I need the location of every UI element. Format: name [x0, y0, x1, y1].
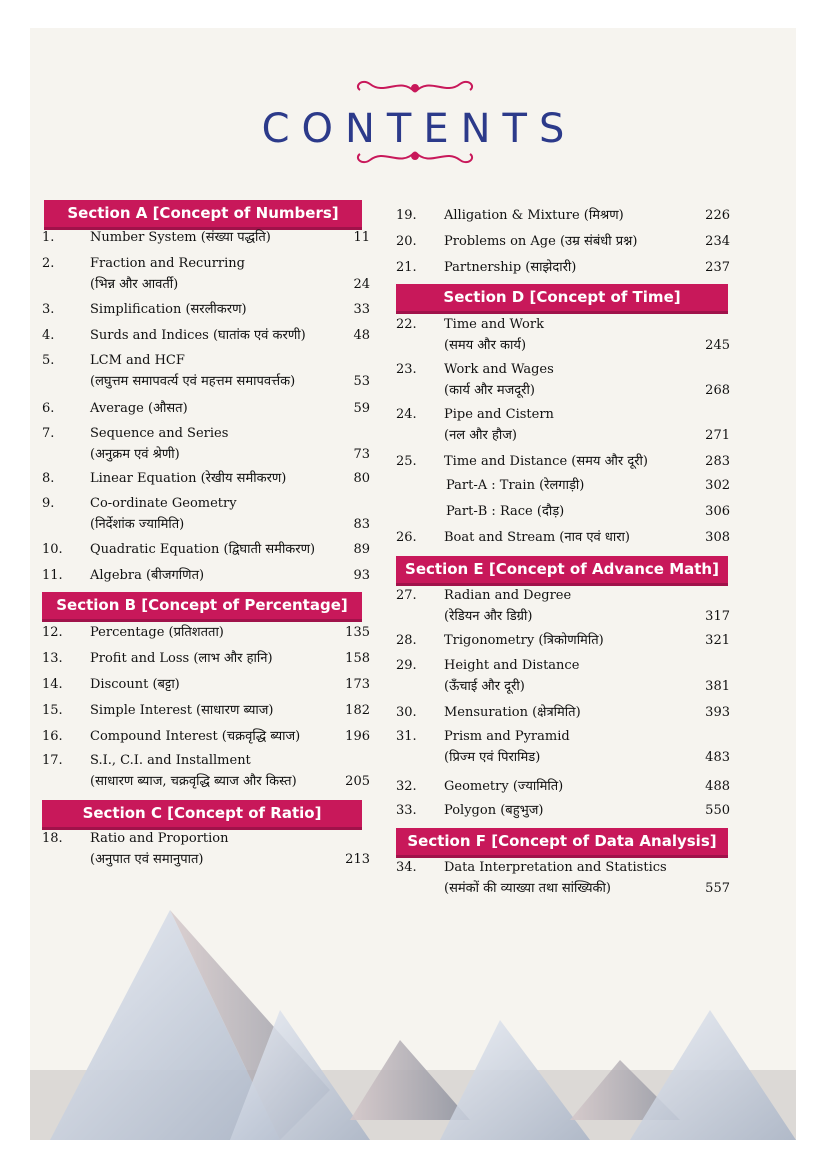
toc-entry[interactable] [42, 299, 372, 320]
toc-entry-title: Time and Work [444, 317, 544, 332]
toc-entry-title: Part-A : Train (रेलगाड़ी) [446, 478, 585, 493]
toc-entry-page: 317 [705, 609, 730, 624]
toc-entry-number: 28. [396, 633, 417, 648]
toc-entry-number: 29. [396, 658, 417, 673]
toc-entry[interactable] [42, 227, 372, 248]
toc-entry-title: Boat and Stream (नाव एवं धारा) [444, 530, 630, 545]
toc-entry-title: Alligation & Mixture (मिश्रण) [444, 208, 624, 223]
toc-entry-page: 24 [353, 277, 370, 292]
section-header-b: Section B [Concept of Percentage] [42, 592, 362, 622]
toc-entry[interactable] [42, 423, 372, 465]
toc-entry-number: 33. [396, 803, 417, 818]
toc-entry-number: 9. [42, 496, 55, 511]
toc-entry[interactable] [396, 451, 736, 472]
toc-entry-page: 182 [345, 703, 370, 718]
toc-entry-title: Surds and Indices (घातांक एवं करणी) [90, 328, 306, 343]
toc-entry-number: 22. [396, 317, 417, 332]
toc-entry-title: Data Interpretation and Statistics [444, 860, 667, 875]
toc-entry-number: 12. [42, 625, 63, 640]
toc-entry-number: 24. [396, 407, 417, 422]
toc-entry-number: 8. [42, 471, 55, 486]
toc-entry-title: S.I., C.I. and Installment [90, 753, 251, 768]
toc-entry-title: Time and Distance (समय और दूरी) [444, 454, 648, 469]
toc-entry-number: 14. [42, 677, 63, 692]
toc-entry-page: 80 [353, 471, 370, 486]
toc-entry-number: 21. [396, 260, 417, 275]
toc-entry-title: Trigonometry (त्रिकोणमिति) [444, 633, 604, 648]
toc-entry-number: 18. [42, 831, 63, 846]
toc-entry[interactable] [42, 325, 372, 346]
toc-entry-page: 135 [345, 625, 370, 640]
toc-entry-number: 23. [396, 362, 417, 377]
toc-entry-title: Pipe and Cistern [444, 407, 554, 422]
toc-entry-page: 393 [705, 705, 730, 720]
toc-entry-page: 483 [705, 750, 730, 765]
toc-entry[interactable] [42, 648, 372, 669]
toc-entry[interactable] [396, 314, 736, 356]
toc-entry[interactable] [42, 674, 372, 695]
contents-page [30, 28, 796, 1140]
toc-entry[interactable] [396, 475, 736, 496]
toc-entry-number: 5. [42, 353, 55, 368]
toc-entry-page: 196 [345, 729, 370, 744]
toc-entry-page: 158 [345, 651, 370, 666]
toc-entry-hindi: (अनुपात एवं समानुपात) [90, 852, 204, 867]
page-title: CONTENTS [261, 106, 577, 152]
toc-entry-title: Algebra (बीजगणित) [90, 568, 205, 583]
toc-entry-number: 25. [396, 454, 417, 469]
toc-entry-title: Linear Equation (रेखीय समीकरण) [90, 471, 287, 486]
toc-entry-title: Quadratic Equation (द्विघाती समीकरण) [90, 542, 316, 557]
toc-entry-page: 234 [705, 234, 730, 249]
toc-entry-hindi: (साधारण ब्याज, चक्रवृद्धि ब्याज और किस्त) [90, 774, 297, 789]
toc-entry[interactable] [42, 253, 372, 295]
toc-entry-title: Discount (बट्टा) [90, 677, 180, 692]
toc-entry-title: Percentage (प्रतिशतता) [90, 625, 224, 640]
toc-entry-page: 83 [353, 517, 370, 532]
toc-entry-number: 4. [42, 328, 55, 343]
toc-entry-page: 59 [353, 401, 370, 416]
toc-entry-number: 6. [42, 401, 55, 416]
toc-entry-title: Work and Wages [444, 362, 554, 377]
scroll-ornament-icon [340, 146, 490, 172]
toc-entry-title: Part-B : Race (दौड़) [446, 504, 565, 519]
toc-entry-title: Radian and Degree [444, 588, 572, 603]
toc-entry[interactable] [42, 828, 372, 870]
toc-entry-number: 30. [396, 705, 417, 720]
toc-entry-title: Fraction and Recurring [90, 256, 245, 271]
toc-entry-title: Average (औसत) [90, 401, 188, 416]
toc-entry-page: 321 [705, 633, 730, 648]
toc-entry[interactable] [396, 359, 736, 401]
toc-entry[interactable] [42, 700, 372, 721]
toc-entry-hindi: (भिन्न और आवर्ती) [90, 277, 179, 292]
toc-entry[interactable] [42, 565, 372, 586]
toc-entry-title: Height and Distance [444, 658, 580, 673]
toc-entry-title: Number System (संख्या पद्धति) [90, 230, 271, 245]
toc-entry-hindi: (कार्य और मजदूरी) [444, 383, 535, 398]
toc-entry-page: 213 [345, 852, 370, 867]
toc-entry-page: 237 [705, 260, 730, 275]
toc-entry[interactable] [396, 726, 736, 768]
toc-entry[interactable] [42, 493, 372, 535]
toc-entry-hindi: (लघुत्तम समापवर्त्य एवं महत्तम समापवर्त्तक) [90, 374, 296, 389]
toc-entry-page: 306 [705, 504, 730, 519]
toc-entry-number: 10. [42, 542, 63, 557]
toc-entry[interactable] [396, 800, 736, 821]
toc-entry-title: Co-ordinate Geometry [90, 496, 237, 511]
toc-entry-number: 32. [396, 779, 417, 794]
toc-entry-hindi: (नल और हौज) [444, 428, 517, 443]
toc-entry-page: 226 [705, 208, 730, 223]
toc-entry-hindi: (समय और कार्य) [444, 338, 527, 353]
toc-entry-number: 26. [396, 530, 417, 545]
toc-entry[interactable] [396, 630, 736, 651]
toc-entry-page: 308 [705, 530, 730, 545]
toc-entry-hindi: (प्रिज्म एवं पिरामिड) [444, 750, 541, 765]
toc-entry-hindi: (अनुक्रम एवं श्रेणी) [90, 447, 180, 462]
toc-entry-number: 2. [42, 256, 55, 271]
toc-entry-page: 488 [705, 779, 730, 794]
toc-entry-number: 7. [42, 426, 55, 441]
toc-entry-page: 93 [353, 568, 370, 583]
toc-entry[interactable] [396, 585, 736, 627]
toc-entry-page: 245 [705, 338, 730, 353]
toc-entry-title: Simple Interest (साधारण ब्याज) [90, 703, 274, 718]
toc-entry-number: 1. [42, 230, 55, 245]
section-header-a: Section A [Concept of Numbers] [44, 200, 362, 230]
toc-entry[interactable] [396, 205, 736, 226]
toc-entry-number: 17. [42, 753, 63, 768]
toc-entry-hindi: (रेडियन और डिग्री) [444, 609, 533, 624]
toc-entry-number: 34. [396, 860, 417, 875]
toc-entry-hindi: (ऊँचाई और दूरी) [444, 679, 525, 694]
toc-entry-title: Profit and Loss (लाभ और हानि) [90, 651, 273, 666]
toc-entry-page: 557 [705, 881, 730, 896]
toc-entry-number: 19. [396, 208, 417, 223]
toc-entry-number: 15. [42, 703, 63, 718]
toc-entry-page: 302 [705, 478, 730, 493]
toc-entry-page: 205 [345, 774, 370, 789]
toc-entry-title: LCM and HCF [90, 353, 185, 368]
toc-entry-page: 48 [353, 328, 370, 343]
toc-entry-title: Sequence and Series [90, 426, 229, 441]
toc-entry-number: 27. [396, 588, 417, 603]
toc-entry[interactable] [396, 257, 736, 278]
toc-entry-hindi: (निर्देशांक ज्यामिति) [90, 517, 185, 532]
toc-entry-page: 73 [353, 447, 370, 462]
toc-entry[interactable] [42, 750, 372, 792]
toc-entry-title: Simplification (सरलीकरण) [90, 302, 247, 317]
toc-entry-title: Prism and Pyramid [444, 729, 570, 744]
toc-entry-page: 33 [353, 302, 370, 317]
toc-entry-title: Compound Interest (चक्रवृद्धि ब्याज) [90, 729, 301, 744]
toc-entry[interactable] [42, 539, 372, 560]
toc-entry[interactable] [396, 501, 736, 522]
toc-entry-page: 283 [705, 454, 730, 469]
toc-entry[interactable] [396, 404, 736, 446]
toc-entry[interactable] [42, 726, 372, 747]
toc-entry-hindi: (समंकों की व्याख्या तथा सांख्यिकी) [444, 881, 611, 896]
toc-entry-title: Mensuration (क्षेत्रमिति) [444, 705, 581, 720]
toc-entry[interactable] [396, 776, 736, 797]
toc-entry-title: Problems on Age (उम्र संबंधी प्रश्न) [444, 234, 638, 249]
toc-entry[interactable] [42, 622, 372, 643]
section-header-e: Section E [Concept of Advance Math] [396, 556, 728, 586]
toc-entry[interactable] [396, 655, 736, 697]
toc-entry[interactable] [42, 468, 372, 489]
toc-entry-page: 89 [353, 542, 370, 557]
toc-entry-number: 31. [396, 729, 417, 744]
toc-entry-page: 11 [353, 230, 370, 245]
toc-entry-number: 3. [42, 302, 55, 317]
crystal-pyramid-image [30, 890, 796, 1140]
toc-entry-page: 268 [705, 383, 730, 398]
toc-entry-page: 381 [705, 679, 730, 694]
toc-entry-title: Polygon (बहुभुज) [444, 803, 544, 818]
toc-entry-title: Ratio and Proportion [90, 831, 229, 846]
toc-entry-page: 550 [705, 803, 730, 818]
toc-entry-number: 13. [42, 651, 63, 666]
toc-entry[interactable] [42, 398, 372, 419]
toc-entry-title: Partnership (साझेदारी) [444, 260, 577, 275]
toc-entry-number: 20. [396, 234, 417, 249]
toc-entry-page: 173 [345, 677, 370, 692]
toc-entry-page: 53 [353, 374, 370, 389]
toc-entry[interactable] [42, 350, 372, 392]
toc-entry[interactable] [396, 527, 736, 548]
toc-entry-page: 271 [705, 428, 730, 443]
toc-entry[interactable] [396, 702, 736, 723]
scroll-ornament-icon [340, 72, 490, 98]
toc-entry-title: Geometry (ज्यामिति) [444, 779, 564, 794]
toc-entry-number: 16. [42, 729, 63, 744]
section-header-c: Section C [Concept of Ratio] [42, 800, 362, 830]
toc-entry[interactable] [396, 231, 736, 252]
toc-entry-number: 11. [42, 568, 63, 583]
section-header-f: Section F [Concept of Data Analysis] [396, 828, 728, 858]
section-header-d: Section D [Concept of Time] [396, 284, 728, 314]
